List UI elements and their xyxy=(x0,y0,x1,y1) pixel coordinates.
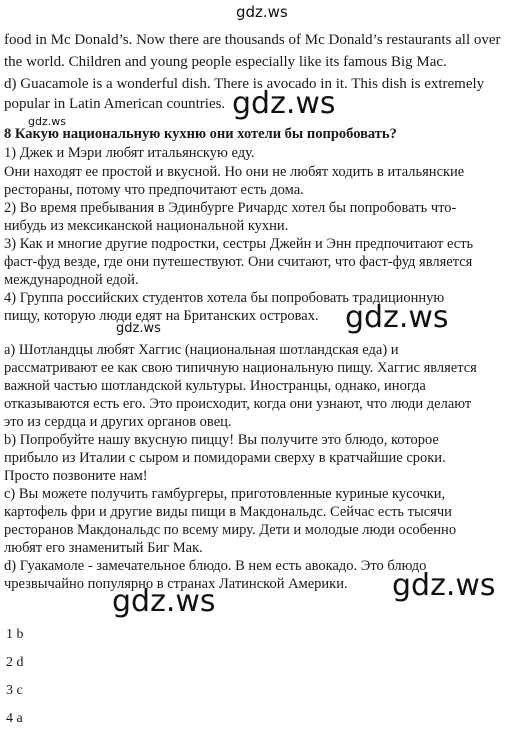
text-line: b) Попробуйте нашу вкусную пиццу! Вы получите это блюдо, которое xyxy=(4,432,439,448)
watermark: gdz.ws xyxy=(232,86,336,121)
watermark: gdz.ws xyxy=(345,300,449,335)
text-line: Они находят ее простой и вкусной. Но они не любят ходить в итальянские xyxy=(4,164,465,180)
text-line: a) Шотландцы любят Хаггис (национальная шотландская еда) и xyxy=(4,342,399,358)
answer-item: 1 b xyxy=(6,627,24,642)
watermark: gdz.ws xyxy=(116,321,161,336)
english-line: d) Guacamole is a wonderful dish. There is avocado in it. This dish is extremely xyxy=(4,76,485,92)
text-line: важной частью шотландской культуры. Иностранцы, однако, иногда xyxy=(4,378,426,394)
text-line: пищу, которую люди едят на Британских островах. xyxy=(4,308,319,324)
text-line: 4) Группа российских студентов хотела бы попробовать традиционную xyxy=(4,290,445,306)
english-line: the world. Children and young people especially like its famous Big Mac. xyxy=(4,54,447,70)
english-line: food in Mc Donald’s. Now there are thousands of Mc Donald’s restaurants all over xyxy=(4,32,501,48)
text-line: Просто позвоните нам! xyxy=(4,468,148,484)
text-line: рестораны, потому что предпочитают есть дома. xyxy=(4,182,304,198)
text-line: любят его знаменитый Биг Мак. xyxy=(4,540,203,556)
text-line: фаст-фуд везде, где они путешествуют. Они считают, что фаст-фуд является xyxy=(4,254,473,270)
answer-item: 4 a xyxy=(6,711,23,726)
text-line: 1) Джек и Мэри любят итальянскую еду. xyxy=(4,145,255,161)
watermark: gdz.ws xyxy=(28,115,66,128)
text-line: отказываются есть его. Это происходит, когда они узнают, что люди делают xyxy=(4,396,472,412)
text-line: 3) Как и многие другие подростки, сестры Джейн и Энн предпочитают есть xyxy=(4,236,474,252)
text-line: 2) Во время пребывания в Эдинбурге Ричардс хотел бы попробовать что- xyxy=(4,200,457,216)
answer-item: 2 d xyxy=(6,655,24,670)
exercise-heading: 8 Какую национальную кухню они хотели бы попробовать? xyxy=(4,126,397,142)
answer-item: 3 c xyxy=(6,683,23,698)
watermark-top: gdz.ws xyxy=(236,3,288,21)
text-line: рассматривают ее как свою типичную национальную пищу. Хаггис является xyxy=(4,360,477,376)
text-line: чрезвычайно популярно в странах Латинской Америки. xyxy=(4,576,348,592)
text-line: c) Вы можете получить гамбургеры, приготовленные куриные кусочки, xyxy=(4,486,446,502)
english-line: popular in Latin American countries. xyxy=(4,96,226,112)
text-line: это из сердца и других органов овец. xyxy=(4,414,232,430)
text-line: d) Гуакамоле - замечательное блюдо. В нем есть авокадо. Это блюдо xyxy=(4,558,427,574)
text-line: ресторанов Макдональдс по всему миру. Дети и молодые люди особенно xyxy=(4,522,457,538)
text-line: международной едой. xyxy=(4,272,139,288)
text-line: картофель фри и другие виды пищи в Макдональдс. Сейчас есть тысячи xyxy=(4,504,452,520)
text-line: нибудь из мексиканской национальной кухни. xyxy=(4,218,289,234)
watermark: gdz.ws xyxy=(392,568,496,603)
text-line: прибыло из Италии с сыром и помидорами сверху в кратчайшие сроки. xyxy=(4,450,446,466)
watermark: gdz.ws xyxy=(112,584,216,619)
watermark: gdz.ws xyxy=(470,713,508,726)
